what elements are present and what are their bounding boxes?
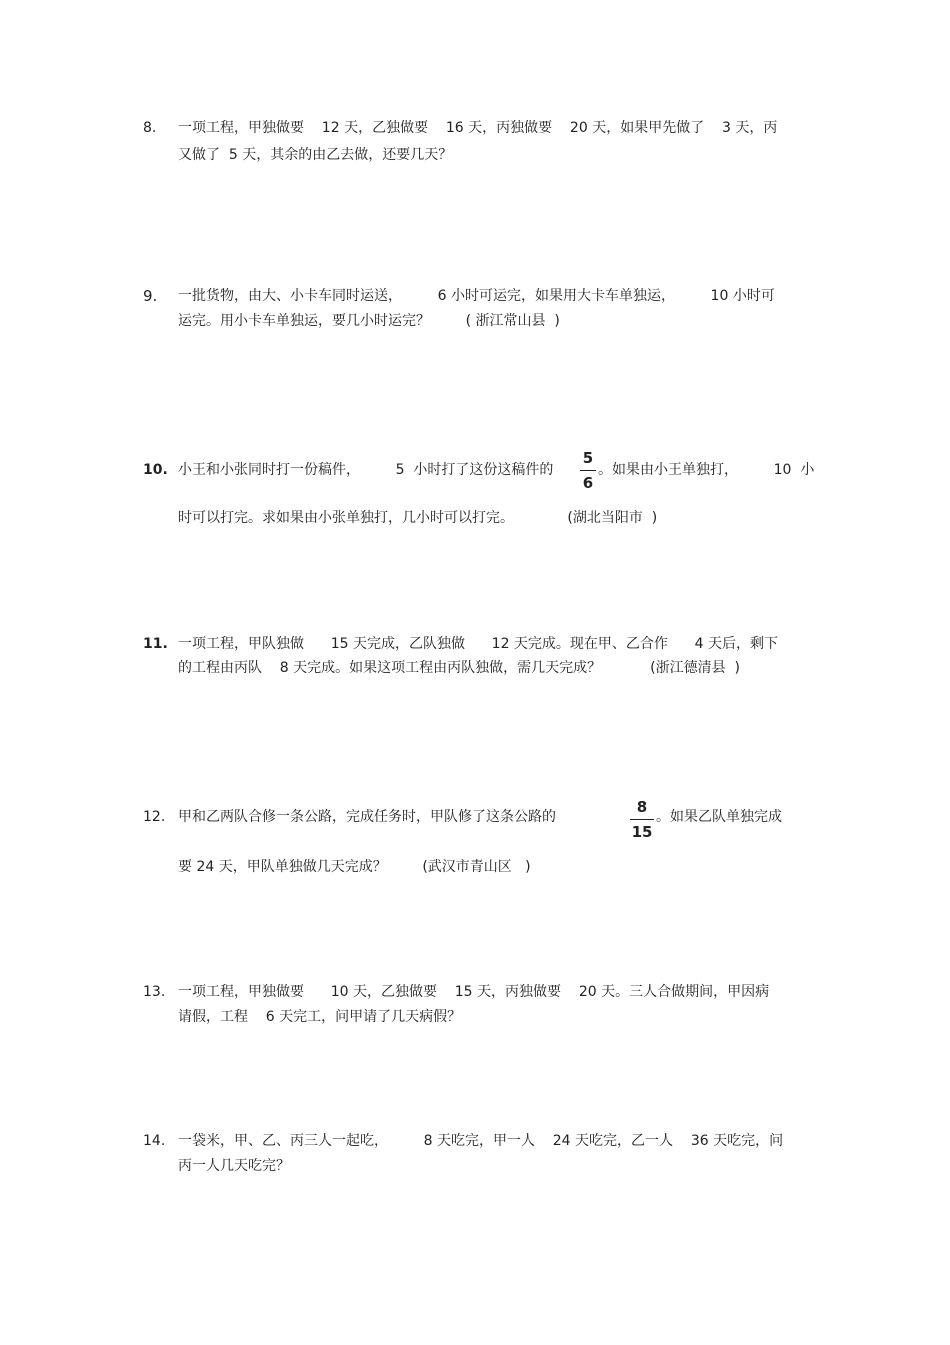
question-text-line: 。如果由小王单独打， 10 小: [598, 462, 815, 478]
question-text-line: 一批货物，由大、小卡车同时运送， 6 小时可运完，如果用大卡车单独运， 10 小时可: [178, 288, 775, 304]
question-number: 9.: [143, 287, 158, 305]
fraction: [630, 798, 654, 841]
question-text-line: 一袋米，甲、乙、丙三人一起吃， 8 天吃完，甲一人 24 天吃完，乙一人 36 天吃完，问: [178, 1133, 784, 1149]
fraction: [580, 449, 596, 492]
question-number: 13.: [143, 984, 166, 1000]
question-number: 14.: [143, 1133, 166, 1149]
question-number: 8.: [143, 120, 157, 136]
question-text-line: 甲和乙两队合修一条公路，完成任务时，甲队修了这条公路的: [178, 809, 556, 825]
question-number: 12.: [143, 809, 166, 825]
question-text-line: 一项工程，甲独做要 12 天，乙独做要 16 天，丙独做要 20 天，如果甲先做了 3 天，丙: [178, 120, 778, 136]
question-text-line: 请假，工程 6 天完工，问甲请了几天病假？: [178, 1009, 462, 1025]
question-number: 11.: [143, 636, 168, 652]
question-text-line: 又做了 5 天，其余的由乙去做，还要几天？: [178, 147, 453, 163]
question-text-line: 小王和小张同时打一份稿件， 5 小时打了这份这稿件的: [178, 462, 554, 478]
fraction-denominator: 6: [582, 474, 594, 492]
question-text-line: 运完。用小卡车单独运，要几小时运完？ ( 浙江常山县 ): [178, 313, 560, 329]
question-text-line: 丙一人几天吃完？: [178, 1158, 290, 1174]
question-text-line: 要 24 天，甲队单独做几天完成？ (武汉市青山区 ): [178, 859, 531, 875]
question-text-line: 的工程由丙队 8 天完成。如果这项工程由丙队独做，需几天完成？ (浙江德清县 ): [178, 660, 740, 676]
question-number: 10.: [143, 462, 168, 478]
question-text-line: 一项工程，甲队独做 15 天完成，乙队独做 12 天完成。现在甲、乙合作 4 天后，剩下: [178, 636, 778, 652]
fraction-denominator: 15: [631, 823, 653, 841]
question-text-line: 时可以打完。求如果由小张单独打，几小时可以打完。 (湖北当阳市 ): [178, 510, 658, 526]
fraction-bar: [580, 470, 596, 471]
question-text-line: 一项工程，甲独做要 10 天，乙独做要 15 天，丙独做要 20 天。三人合做期间，甲因病: [178, 984, 770, 1000]
question-text-line: 。如果乙队单独完成: [656, 809, 782, 825]
fraction-bar: [630, 819, 654, 820]
fraction-numerator: 8: [636, 798, 648, 816]
fraction-numerator: 5: [582, 449, 594, 467]
